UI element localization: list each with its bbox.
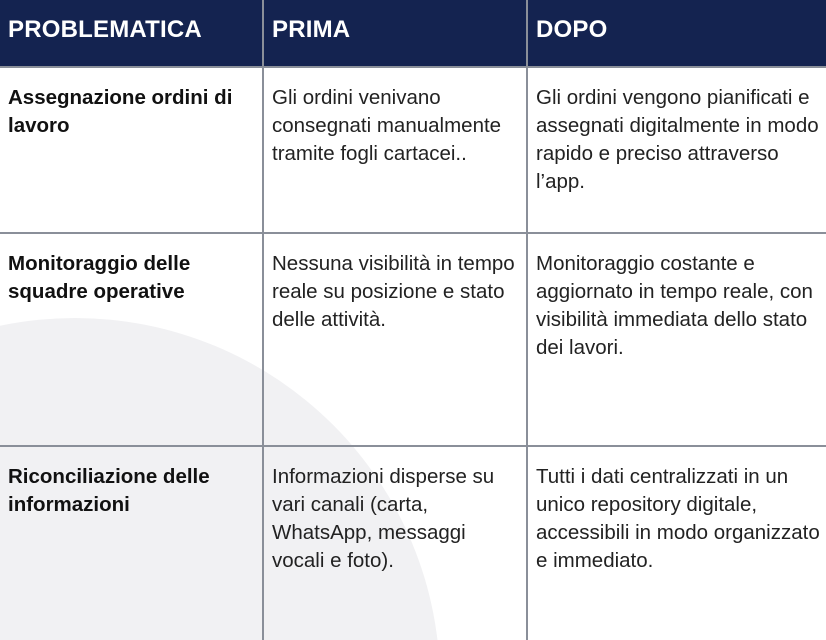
header-dopo: DOPO	[527, 0, 826, 67]
cell-dopo: Gli ordini vengono pianificati e assegnati digitalmente in modo rapido e preciso attraverso l’app.	[527, 67, 826, 233]
cell-dopo: Tutti i dati centralizzati in un unico repository digitale, accessibili in modo organizzato e immediato.	[536, 465, 820, 572]
cell-problematica: Assegnazione ordini di lavoro	[0, 67, 263, 233]
cell-prima: Nessuna visibilità in tempo reale su posizione e stato delle attività.	[263, 233, 527, 446]
table-row	[0, 446, 826, 640]
cell-problematica: Riconciliazione delle informazioni	[0, 446, 263, 640]
cell-problematica: Monitoraggio delle squadre operative	[0, 233, 263, 446]
cell-prima: Informazioni disperse su vari canali (carta, WhatsApp, messaggi vocali e foto).	[263, 446, 527, 640]
table-row	[0, 67, 826, 233]
header-prima: PRIMA	[263, 0, 527, 67]
cell-dopo: Monitoraggio costante e aggiornato in tempo reale, con visibilità immediata dello stato dei lavori.	[527, 233, 826, 446]
table-row	[0, 233, 826, 446]
table-header	[0, 0, 826, 67]
cell-prima: Gli ordini venivano consegnati manualmente tramite fogli cartacei..	[263, 67, 527, 233]
table-body	[0, 67, 826, 640]
header-row	[0, 0, 826, 67]
header-problematica: PROBLEMATICA	[0, 0, 263, 67]
